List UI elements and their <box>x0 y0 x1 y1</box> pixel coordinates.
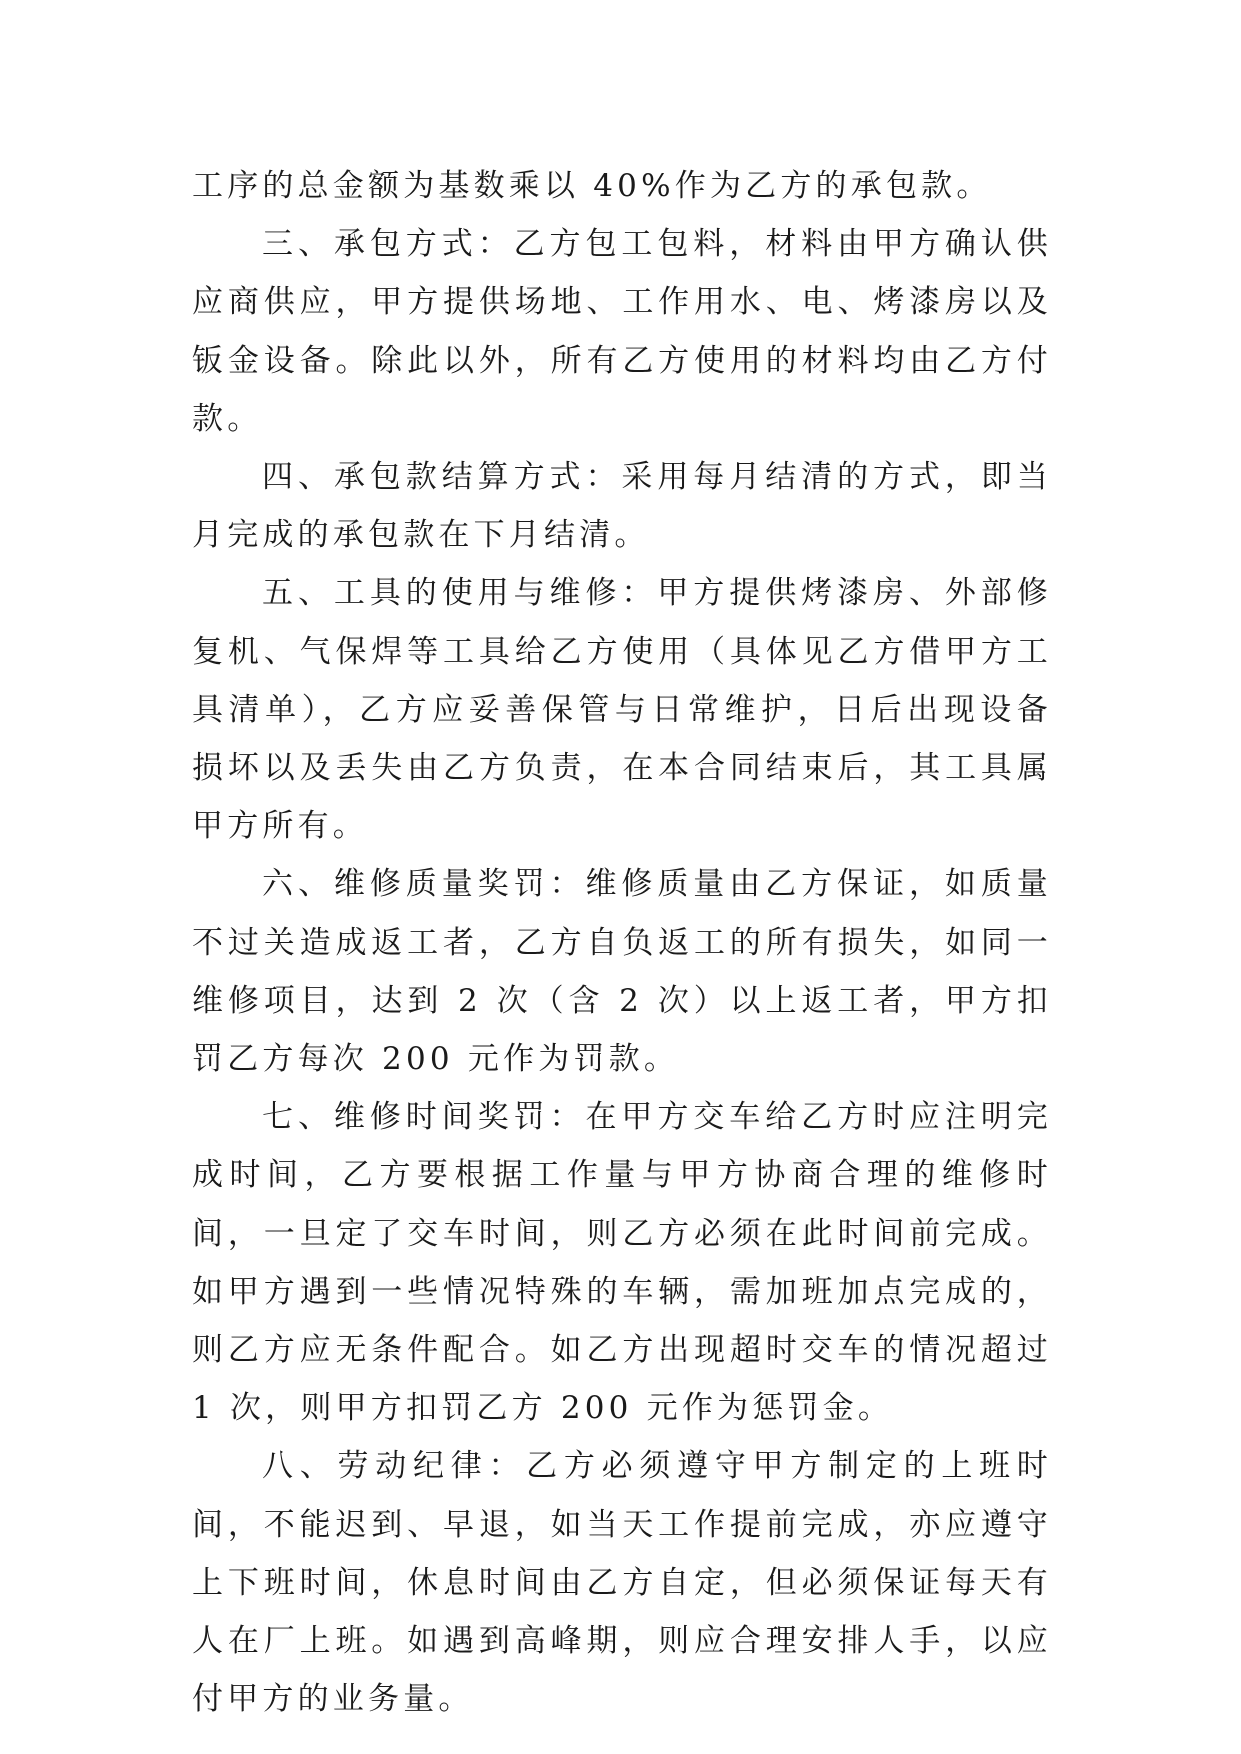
paragraph-quality-penalty: 六、维修质量奖罚：维修质量由乙方保证，如质量不过关造成返工者，乙方自负返工的所有损失，如同一维修项目，达到 2 次（含 2 次）以上返工者，甲方扣罚乙方每次 200 元作为罚款。 <box>192 866 1052 1078</box>
contract-text <box>192 157 1052 1728</box>
paragraph-time-penalty: 七、维修时间奖罚：在甲方交车给乙方时应注明完成时间，乙方要根据工作量与甲方协商合理的维修时间，一旦定了交车时间，则乙方必须在此时间前完成。如甲方遇到一些情况特殊的车辆，需加班加点完成的，则乙方应无条件配合。如乙方出现超时交车的情况超过 1 次，则甲方扣罚乙方 200 元作为惩罚金。 <box>192 1099 1052 1427</box>
paragraph-commission-basis: 工序的总金额为基数乘以 40%作为乙方的承包款。 <box>192 168 992 204</box>
paragraph-tool-usage: 五、工具的使用与维修：甲方提供烤漆房、外部修复机、气保焊等工具给乙方使用（具体见乙方借甲方工具清单），乙方应妥善保管与日常维护，日后出现设备损坏以及丢失由乙方负责，在本合同结束后，其工具属甲方所有。 <box>192 575 1052 845</box>
paragraph-labor-discipline: 八、劳动纪律：乙方必须遵守甲方制定的上班时间，不能迟到、早退，如当天工作提前完成，亦应遵守上下班时间，休息时间由乙方自定，但必须保证每天有人在厂上班。如遇到高峰期，则应合理安排人手，以应付甲方的业务量。 <box>192 1448 1052 1718</box>
paragraph-contract-method: 三、承包方式：乙方包工包料，材料由甲方确认供应商供应，甲方提供场地、工作用水、电、烤漆房以及钣金设备。除此以外，所有乙方使用的材料均由乙方付款。 <box>192 226 1052 437</box>
paragraph-payment-settlement: 四、承包款结算方式：采用每月结清的方式，即当月完成的承包款在下月结清。 <box>192 459 1052 554</box>
